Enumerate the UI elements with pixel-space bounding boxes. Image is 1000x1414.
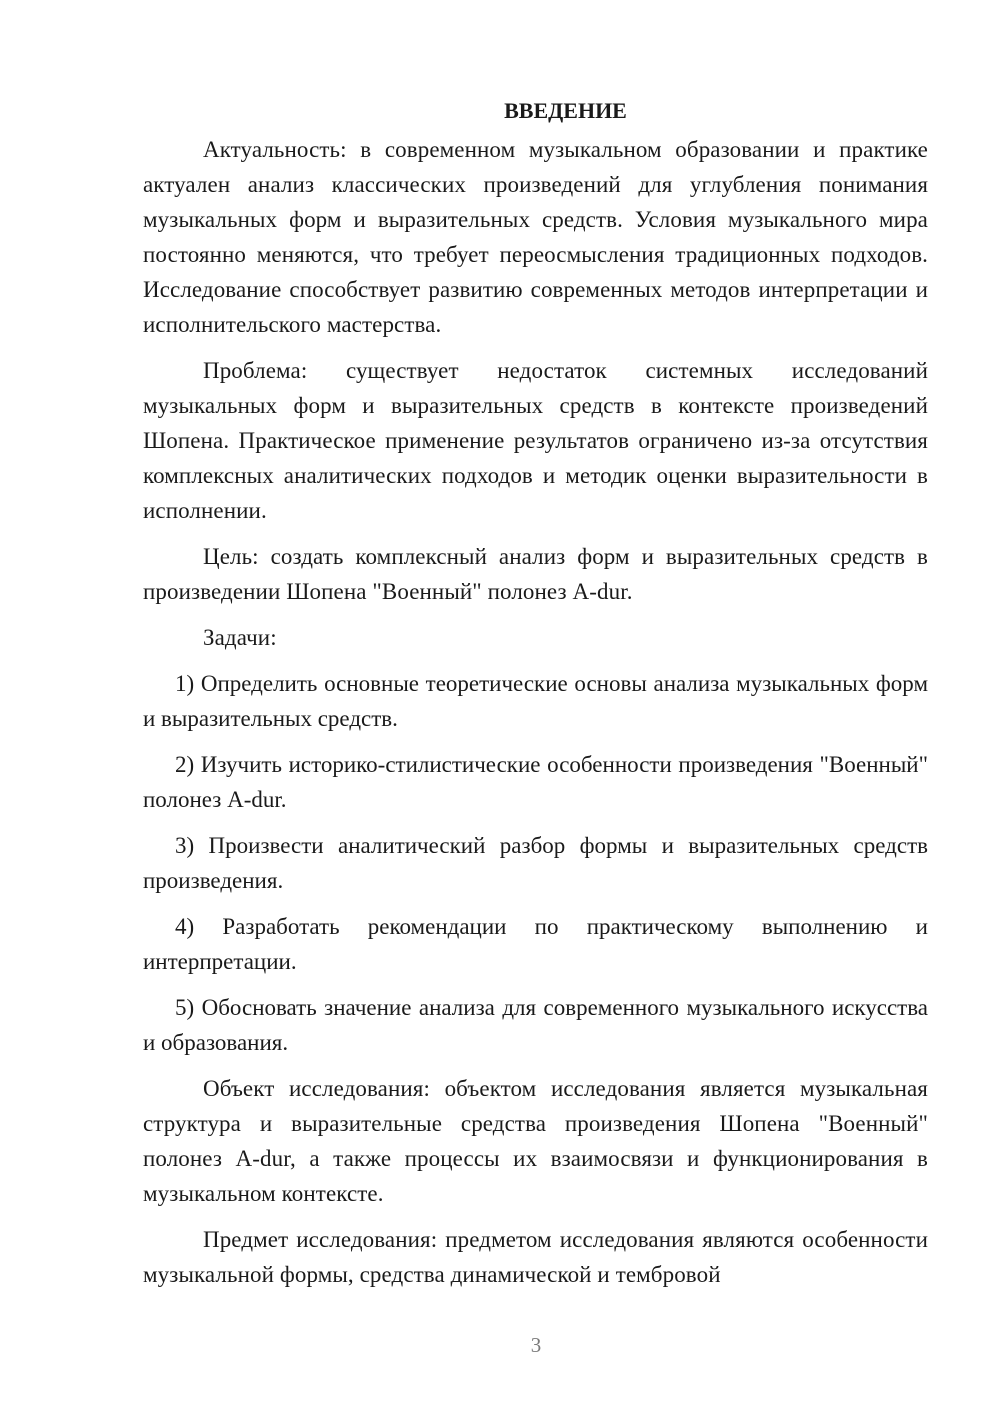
goal-paragraph: Цель: создать комплексный анализ форм и выразительных средств в произведении Шопена "Военный" полонез A-dur. <box>143 544 928 604</box>
object-paragraph: Объект исследования: объектом исследования является музыкальная структура и выразительные средства произведения Шопена "Военный" полонез A-dur, а также процессы их взаимосвязи и функционирования в музыкальном контексте. <box>143 1076 928 1206</box>
page-number: 3 <box>530 1333 542 1357</box>
tasks-label: Задачи: <box>203 625 277 650</box>
task-item: 1) Определить основные теоретические основы анализа музыкальных форм и выразительных средств. <box>143 671 928 731</box>
section-heading: ВВЕДЕНИЕ <box>504 98 627 123</box>
document-page <box>143 93 928 1303</box>
task-item: 3) Произвести аналитический разбор формы и выразительных средств произведения. <box>143 833 928 893</box>
subject-paragraph: Предмет исследования: предметом исследования являются особенности музыкальной формы, средства динамической и тембровой <box>143 1227 928 1287</box>
task-item: 5) Обосновать значение анализа для современного музыкального искусства и образования. <box>143 995 928 1055</box>
relevance-paragraph: Актуальность: в современном музыкальном образовании и практике актуален анализ классических произведений для углубления понимания музыкальных форм и выразительных средств. Условия музыкального мира постоянно меняются, что требует переосмысления традиционных подходов. Исследование способствует развитию современных методов интерпретации и исполнительского мастерства. <box>143 137 928 337</box>
task-item: 4) Разработать рекомендации по практическому выполнению и интерпретации. <box>143 914 928 974</box>
task-item: 2) Изучить историко-стилистические особенности произведения "Военный" полонез A-dur. <box>143 752 928 812</box>
problem-paragraph: Проблема: существует недостаток системных исследований музыкальных форм и выразительных средств в контексте произведений Шопена. Практическое применение результатов ограничено из-за отсутствия комплексных аналитических подходов и методик оценки выразительности в исполнении. <box>143 358 928 523</box>
